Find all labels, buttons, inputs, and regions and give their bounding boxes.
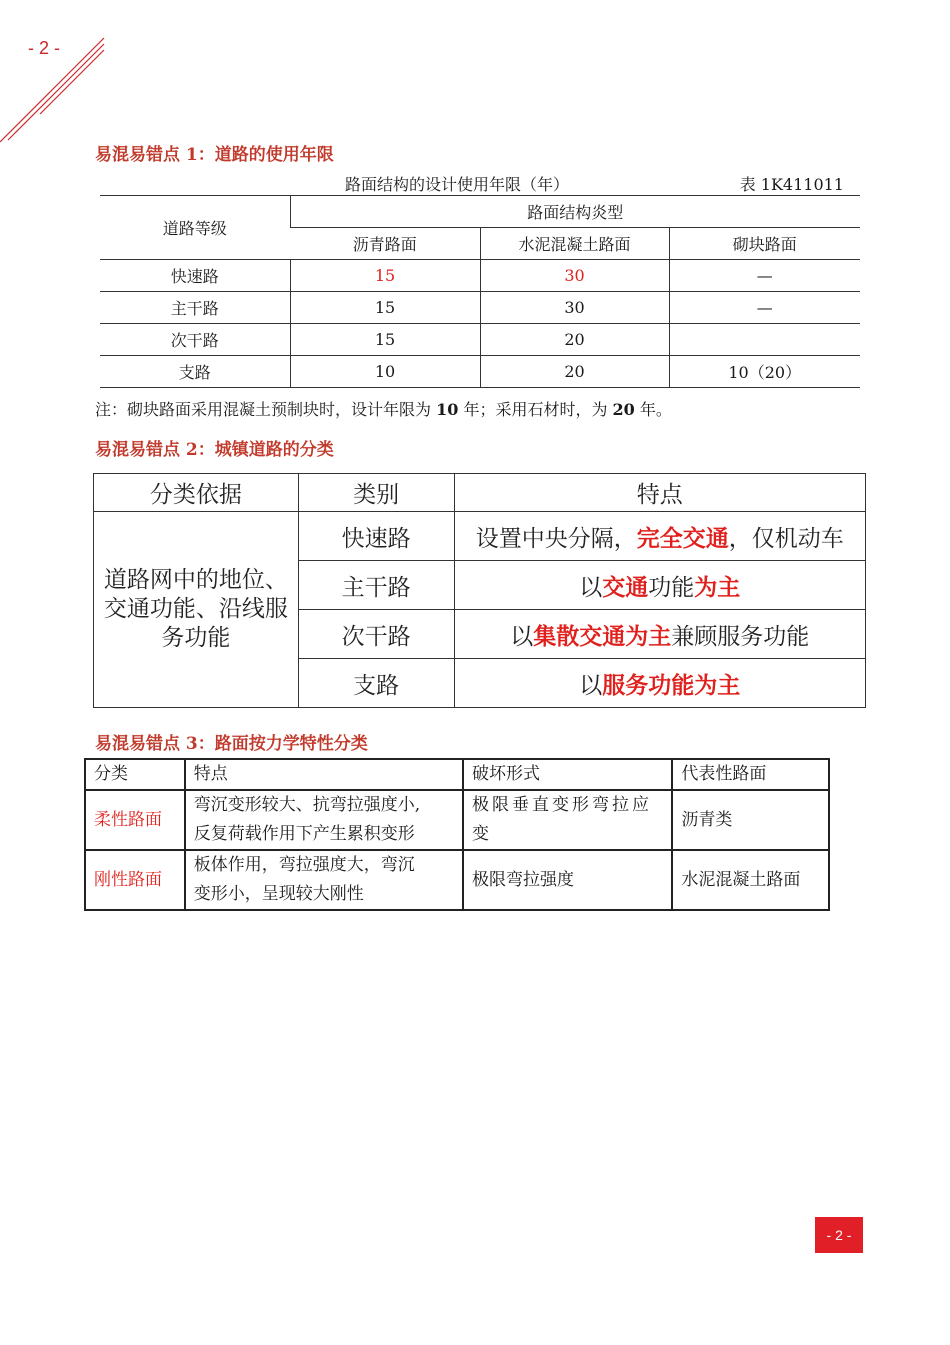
category-cell: 次干路	[298, 610, 454, 659]
type-cell: 柔性路面	[85, 790, 185, 850]
category-cell: 主干路	[298, 561, 454, 610]
feature-cell	[454, 512, 865, 561]
feature-highlight: 为主	[694, 574, 741, 601]
example-cell: 水泥混凝土路面	[672, 850, 829, 910]
cement-cell: 30	[480, 292, 669, 324]
table1-note	[95, 397, 672, 420]
col-road-grade: 道路等级	[100, 196, 290, 260]
page-number-badge: - 2 -	[815, 1217, 863, 1253]
type-cell: 刚性路面	[85, 850, 185, 910]
failure-cell: 极限垂直变形弯拉应变	[463, 790, 672, 850]
page-number-top: - 2 -	[28, 38, 61, 58]
table-row	[100, 260, 860, 292]
table-row	[85, 790, 829, 850]
category-cell: 快速路	[298, 512, 454, 561]
note-text: 注：砌块路面采用混凝土预制块时，设计年限为	[95, 400, 437, 419]
road-classification-table	[93, 473, 866, 708]
grade-cell: 主干路	[100, 292, 290, 324]
feature-text: 以	[510, 623, 534, 650]
feature-text: 兼顾服务功能	[671, 623, 810, 650]
feature-line: 变形小，呈现较大刚性	[193, 884, 364, 904]
feature-cell	[454, 610, 865, 659]
table-row	[100, 324, 860, 356]
header-example: 代表性路面	[672, 759, 829, 790]
table-row	[100, 292, 860, 324]
grade-cell: 次干路	[100, 324, 290, 356]
note-text: 年；采用石材时，为	[458, 400, 613, 419]
example-cell: 沥青类	[672, 790, 829, 850]
note-value: 10	[436, 400, 459, 419]
feature-line: 反复荷载作用下产生累积变形	[193, 824, 415, 844]
header-category: 类别	[298, 474, 454, 512]
failure-cell: 极限弯拉强度	[463, 850, 672, 910]
basis-cell: 道路网中的地位、交通功能、沿线服务功能	[94, 512, 299, 708]
category-cell: 支路	[298, 659, 454, 708]
feature-highlight: 服务功能为主	[602, 672, 741, 699]
table-row	[85, 850, 829, 910]
col-group: 路面结构炎型	[290, 196, 860, 228]
feature-text: 以	[579, 574, 603, 601]
cement-cell: 30	[480, 260, 669, 292]
feature-text: 功能	[648, 574, 695, 601]
grade-cell: 支路	[100, 356, 290, 388]
header-type: 分类	[85, 759, 185, 790]
asphalt-cell: 15	[290, 292, 480, 324]
header-failure: 破坏形式	[463, 759, 672, 790]
block-cell: —	[669, 292, 860, 324]
feature-highlight: 交通	[602, 574, 649, 601]
header-features: 特点	[185, 759, 463, 790]
feature-highlight: 完全交通	[636, 525, 729, 552]
feature-line: 弯沉变形较大、抗弯拉强度小,	[193, 795, 421, 815]
feature-text: 以	[579, 672, 603, 699]
header-features: 特点	[454, 474, 865, 512]
col-block: 砌块路面	[669, 228, 860, 260]
block-cell: 10（20）	[669, 356, 860, 388]
feature-text: 设置中央分隔，	[475, 525, 637, 552]
table1-caption	[100, 172, 860, 194]
feature-cell	[454, 659, 865, 708]
note-value: 20	[612, 400, 635, 419]
section3-heading: 易混易错点 3：路面按力学特性分类	[95, 734, 368, 754]
feature-cell	[185, 790, 463, 850]
section1-heading: 易混易错点 1：道路的使用年限	[95, 145, 334, 165]
col-cement: 水泥混凝土路面	[480, 228, 669, 260]
feature-line: 板体作用，弯拉强度大，弯沉	[193, 855, 415, 875]
cement-cell: 20	[480, 356, 669, 388]
asphalt-cell: 15	[290, 260, 480, 292]
feature-highlight: 集散交通为主	[533, 623, 672, 650]
cement-cell: 20	[480, 324, 669, 356]
corner-decoration	[0, 0, 110, 150]
mechanics-classification-table	[84, 758, 830, 911]
feature-cell	[454, 561, 865, 610]
service-life-table	[100, 195, 860, 388]
feature-text: ，仅机动车	[728, 525, 844, 552]
asphalt-cell: 10	[290, 356, 480, 388]
feature-cell	[185, 850, 463, 910]
table1-title: 路面结构的设计使用年限（年）	[345, 175, 570, 194]
table1-id: 表 1K411011	[739, 175, 844, 194]
col-asphalt: 沥青路面	[290, 228, 480, 260]
block-cell: —	[669, 260, 860, 292]
grade-cell: 快速路	[100, 260, 290, 292]
asphalt-cell: 15	[290, 324, 480, 356]
section2-heading: 易混易错点 2：城镇道路的分类	[95, 440, 334, 460]
header-basis: 分类依据	[94, 474, 299, 512]
note-text: 年。	[634, 400, 672, 419]
table-row	[100, 356, 860, 388]
table-row	[94, 512, 866, 561]
block-cell	[669, 324, 860, 356]
